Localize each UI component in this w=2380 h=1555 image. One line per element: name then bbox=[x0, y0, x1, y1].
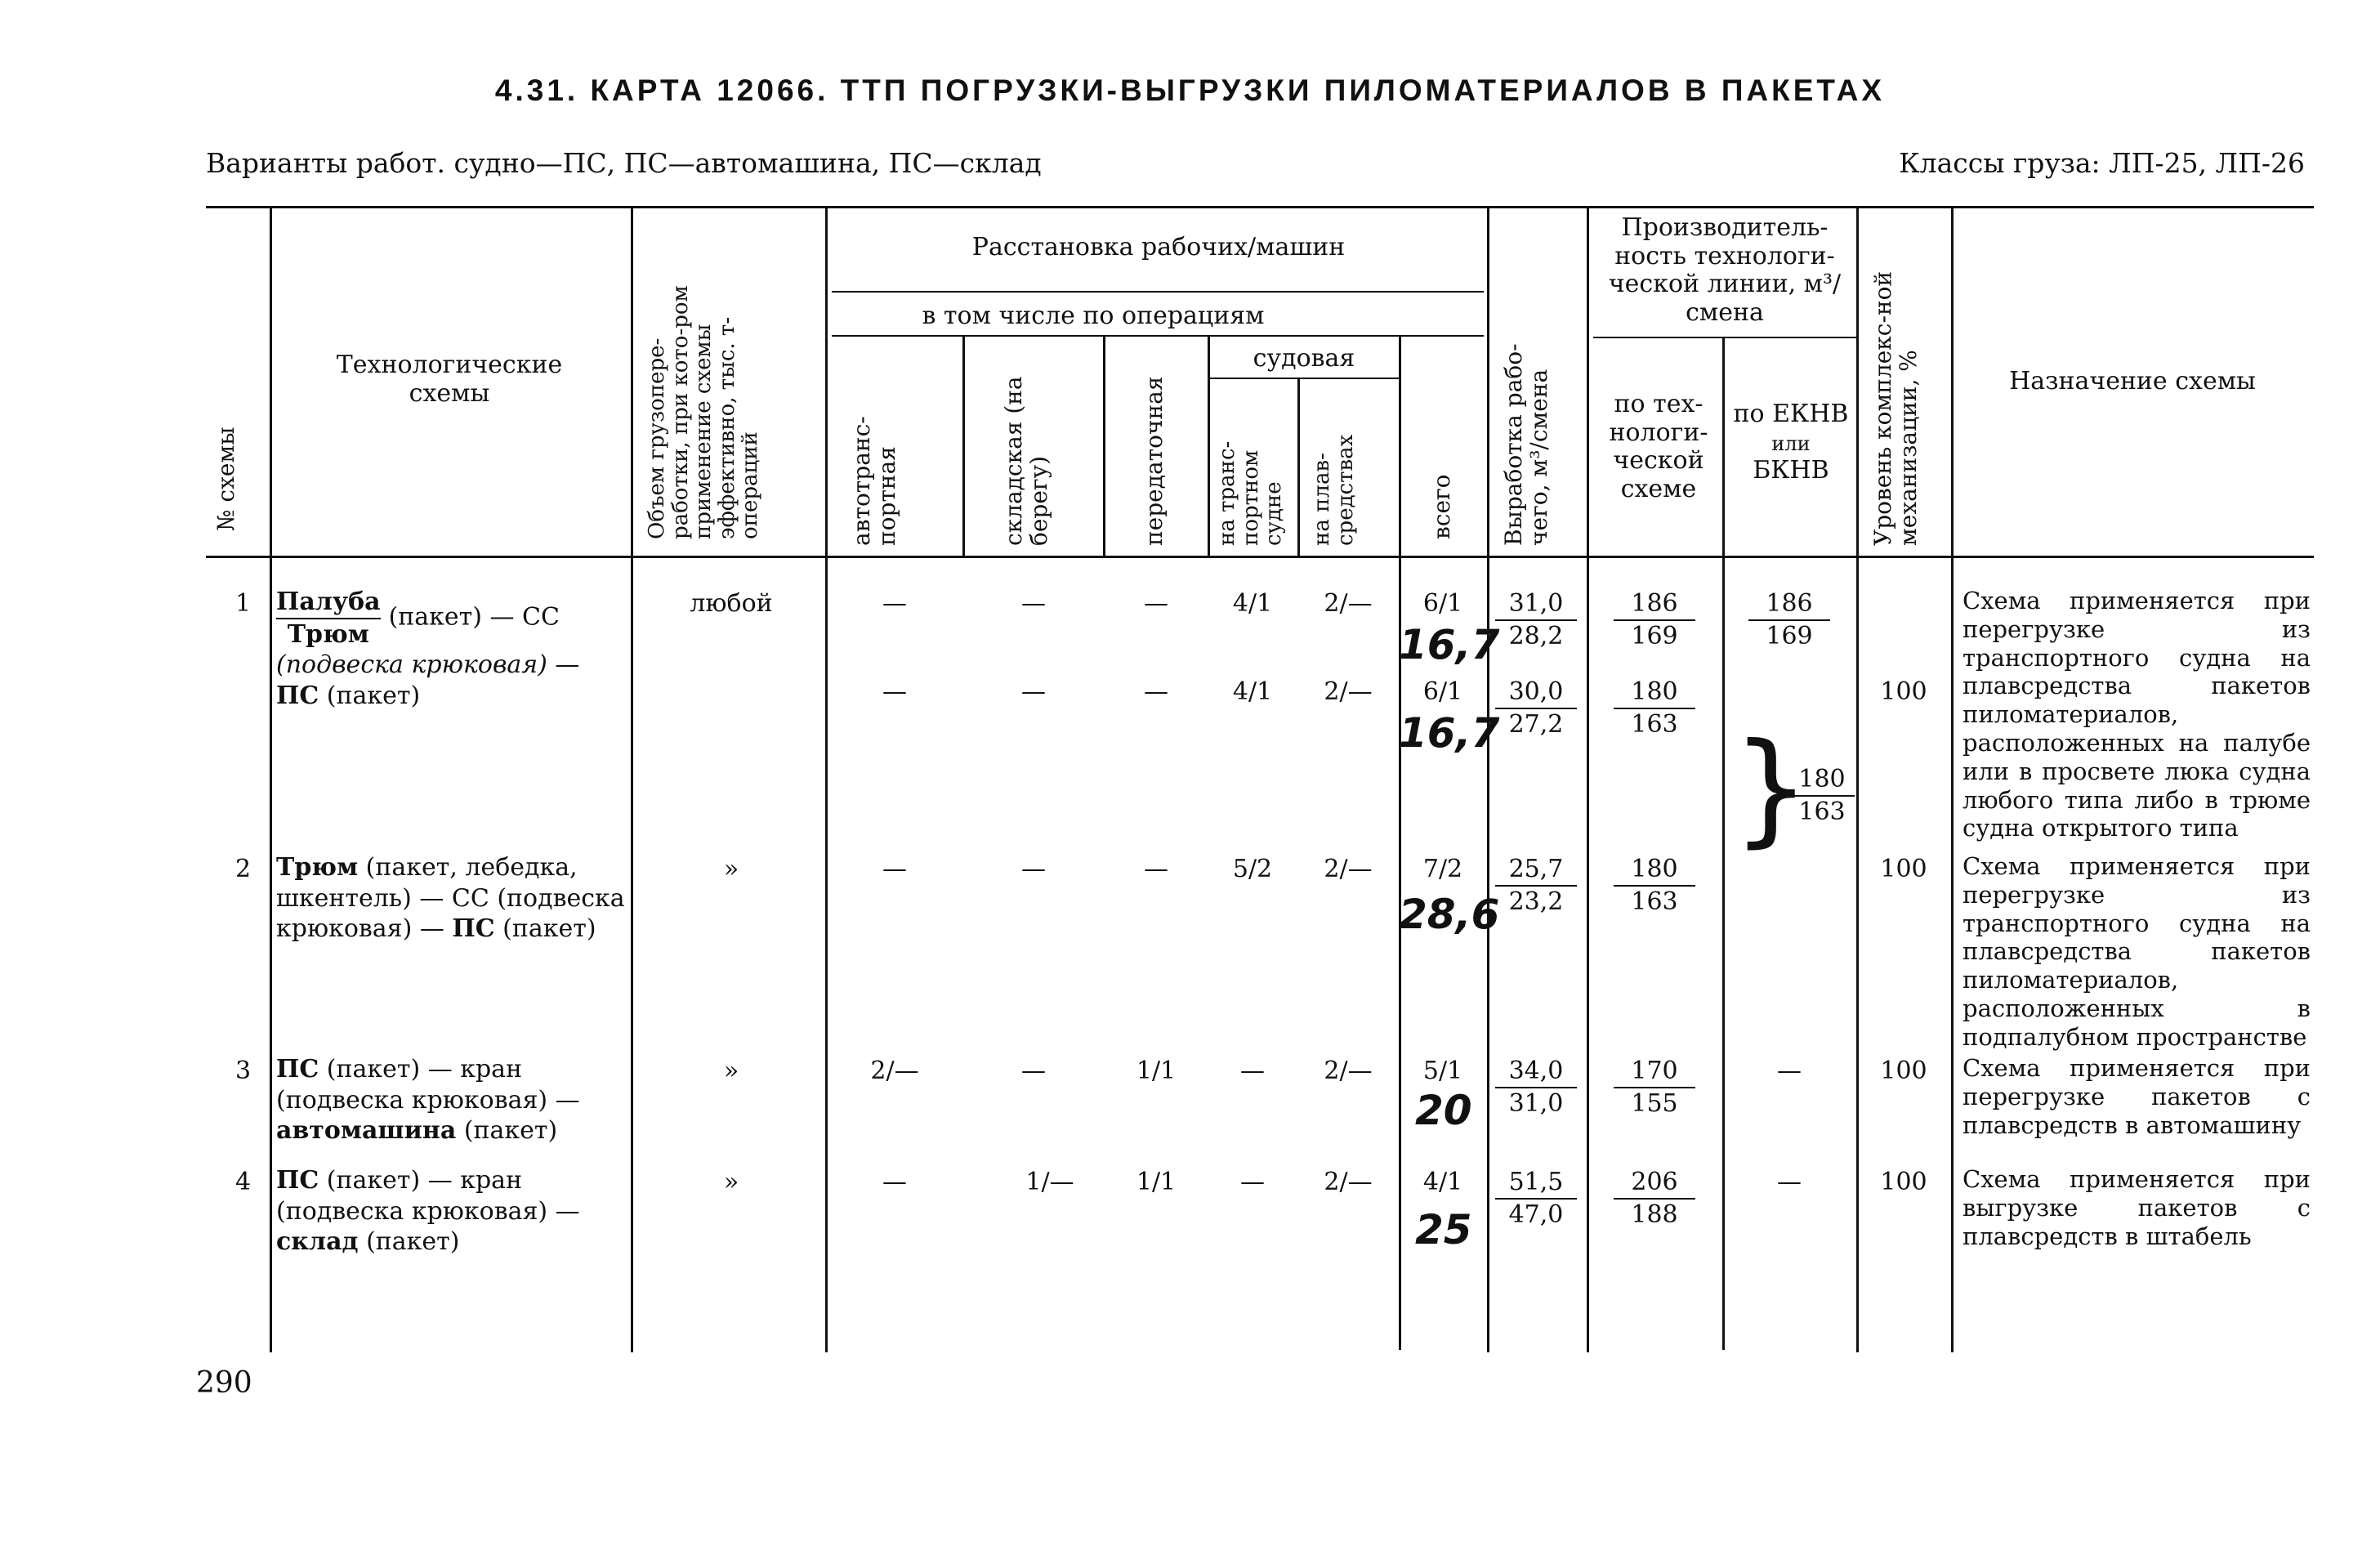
row1a-prod-scheme: $\frac{186}{169}$ bbox=[1614, 588, 1695, 651]
row4-prod-scheme: $\frac{206}{188}$ bbox=[1614, 1167, 1695, 1230]
row1b-total: 6/1 bbox=[1422, 677, 1463, 706]
header-volume: Объем грузопере-работки, при кото-ром применение схемы эффективно, тыс. т-операций bbox=[645, 285, 763, 539]
row3-num: 3 bbox=[235, 1057, 252, 1085]
row4-handwritten: 25 bbox=[1415, 1206, 1472, 1253]
header-bottom-rule bbox=[206, 556, 2314, 558]
table-top-rule bbox=[206, 206, 2314, 208]
header-ship-transport: на транс-портном судне bbox=[1215, 440, 1287, 546]
row3-output: $\frac{34,0}{31,0}$ bbox=[1495, 1056, 1577, 1119]
cargo-classes: Классы груза: ЛП-25, ЛП-26 bbox=[1899, 147, 2305, 179]
header-purpose: Назначение схемы bbox=[2009, 367, 2256, 395]
row1-mech: 100 bbox=[1880, 677, 1927, 706]
page-number: 290 bbox=[196, 1366, 252, 1400]
col-sep bbox=[1399, 337, 1401, 1350]
col-sep bbox=[1587, 208, 1589, 1352]
row2-purpose: Схема применяется при перегрузке из транспортного судна на плавсредства пакетов пиломатериалов, расположенных в подпалубном пространстве bbox=[1962, 852, 2311, 1051]
row3-ship-t: — bbox=[1240, 1057, 1265, 1085]
row1b-handwritten: 16,7 bbox=[1399, 709, 1500, 757]
row2-mech: 100 bbox=[1880, 855, 1927, 883]
row2-transfer: — bbox=[1144, 855, 1168, 883]
row1b-auto: — bbox=[882, 677, 907, 706]
row4-ship-t: — bbox=[1240, 1168, 1265, 1196]
header-warehouse: складская (на берегу) bbox=[1000, 376, 1052, 546]
row1a-prod-ekhv: $\frac{186}{169}$ bbox=[1748, 588, 1830, 651]
row1b-prod-scheme: $\frac{180}{163}$ bbox=[1614, 677, 1695, 740]
row2-volume: » bbox=[723, 855, 739, 883]
placement-rule bbox=[832, 291, 1484, 293]
row1-scheme: Палуба Трюм (пакет) — СС (подвеска крюковая) — ПС (пакет) bbox=[276, 588, 580, 710]
row4-auto: — bbox=[882, 1168, 907, 1196]
row1a-auto: — bbox=[882, 589, 907, 618]
row3-total: 5/1 bbox=[1422, 1057, 1463, 1085]
header-by-scheme: по тех-нологи-ческой схеме bbox=[1609, 390, 1708, 503]
page-title: 4.31. КАРТА 12066. ТТП ПОГРУЗКИ-ВЫГРУЗКИ ПИЛОМАТЕРИАЛОВ В ПАКЕТАХ bbox=[494, 74, 1886, 107]
row4-mech: 100 bbox=[1880, 1168, 1927, 1196]
row1a-ship-t: 4/1 bbox=[1232, 589, 1273, 618]
row2-prod-ekhv: $\frac{180}{163}$ bbox=[1789, 764, 1855, 827]
row1a-handwritten: 16,7 bbox=[1399, 621, 1500, 668]
row1b-ship-f: 2/— bbox=[1324, 677, 1373, 706]
row3-transfer: 1/1 bbox=[1136, 1057, 1177, 1085]
row4-total: 4/1 bbox=[1422, 1168, 1463, 1196]
ship-rule bbox=[1208, 378, 1400, 379]
header-by-ekhv: по ЕКНВ или БКНВ bbox=[1733, 400, 1849, 485]
header-output: Выработка рабо-чего, м³/смена bbox=[1500, 343, 1552, 546]
row1b-ship-t: 4/1 bbox=[1232, 677, 1273, 706]
col-sep bbox=[962, 337, 965, 557]
header-auto: автотранс-портная bbox=[848, 416, 900, 546]
col-sep bbox=[1722, 337, 1725, 1350]
row2-handwritten: 28,6 bbox=[1399, 891, 1500, 938]
row3-auto: 2/— bbox=[870, 1057, 919, 1085]
work-variants: Варианты работ. судно—ПС, ПС—автомашина, ПС—склад bbox=[206, 147, 1042, 179]
row2-auto: — bbox=[882, 855, 907, 883]
row2-num: 2 bbox=[235, 855, 252, 883]
row3-handwritten: 20 bbox=[1415, 1087, 1472, 1134]
row4-scheme: ПС (пакет) — кран (подвеска крюковая) — склад (пакет) bbox=[276, 1166, 580, 1256]
row1b-transfer: — bbox=[1144, 677, 1168, 706]
row2-scheme: Трюм (пакет, лебедка, шкентель) — СС (подвеска крюковая) — ПС (пакет) bbox=[276, 853, 625, 943]
row3-prod-ekhv: — bbox=[1777, 1057, 1802, 1085]
col-sep bbox=[825, 208, 828, 1352]
row1a-transfer: — bbox=[1144, 589, 1168, 618]
row3-mech: 100 bbox=[1880, 1057, 1927, 1085]
col-sep bbox=[1103, 337, 1105, 557]
row1b-warehouse: — bbox=[1021, 677, 1046, 706]
row4-purpose: Схема применяется при выгрузке пакетов с плавсредств в штабель bbox=[1962, 1165, 2311, 1250]
row1a-warehouse: — bbox=[1021, 589, 1046, 618]
row2-total: 7/2 bbox=[1422, 855, 1463, 883]
row2-prod-scheme: $\frac{180}{163}$ bbox=[1614, 854, 1695, 917]
col-sep bbox=[1856, 208, 1859, 1352]
row3-purpose: Схема применяется при перегрузке пакетов с плавсредств в автомашину bbox=[1962, 1054, 2311, 1139]
row2-output: $\frac{25,7}{23,2}$ bbox=[1495, 854, 1577, 917]
row1b-output: $\frac{30,0}{27,2}$ bbox=[1495, 677, 1577, 740]
row2-ship-t: 5/2 bbox=[1232, 855, 1273, 883]
header-placement: Расстановка рабочих/машин bbox=[971, 233, 1346, 261]
col-sep bbox=[1487, 208, 1489, 1352]
row4-num: 4 bbox=[235, 1168, 252, 1196]
row3-scheme: ПС (пакет) — кран (подвеска крюковая) — автомашина (пакет) bbox=[276, 1055, 580, 1145]
row1a-output: $\frac{31,0}{28,2}$ bbox=[1495, 588, 1577, 651]
row1a-total: 6/1 bbox=[1422, 589, 1463, 618]
row4-volume: » bbox=[723, 1168, 739, 1196]
header-total: всего bbox=[1428, 474, 1455, 539]
row1-num: 1 bbox=[235, 589, 252, 618]
row3-ship-f: 2/— bbox=[1324, 1057, 1373, 1085]
header-productivity: Производитель-ность технологи-ческой линии, м³/смена bbox=[1608, 213, 1842, 327]
row3-warehouse: — bbox=[1021, 1057, 1046, 1085]
row4-output: $\frac{51,5}{47,0}$ bbox=[1495, 1167, 1577, 1230]
header-ship: судовая bbox=[1253, 344, 1355, 373]
header-ship-float: на плав-средствах bbox=[1310, 434, 1358, 546]
row2-ship-f: 2/— bbox=[1324, 855, 1373, 883]
row3-volume: » bbox=[723, 1057, 739, 1085]
row1-volume: любой bbox=[690, 589, 773, 618]
row4-prod-ekhv: — bbox=[1777, 1168, 1802, 1196]
row1-purpose: Схема применяется при перегрузке из транспортного судна на плавсредства пакетов пиломатериалов, расположенных на палубе или в просвете люка судна любого типа либо в трюме судна открытого типа bbox=[1962, 587, 2311, 842]
header-num: № схемы bbox=[212, 427, 239, 531]
row4-warehouse: 1/— bbox=[1025, 1168, 1074, 1196]
brace: } bbox=[1732, 717, 1811, 860]
header-schemes: Технологические схемы bbox=[336, 351, 563, 408]
row2-warehouse: — bbox=[1021, 855, 1046, 883]
header-by-ops: в том числе по операциям bbox=[922, 302, 1265, 330]
ops-rule bbox=[832, 335, 1484, 337]
row4-transfer: 1/1 bbox=[1136, 1168, 1177, 1196]
row3-prod-scheme: $\frac{170}{155}$ bbox=[1614, 1056, 1695, 1119]
header-mechanization: Уровень комплекс-ной механизации, % bbox=[1869, 270, 1922, 546]
row1a-ship-f: 2/— bbox=[1324, 589, 1373, 618]
productivity-rule bbox=[1593, 337, 1856, 338]
row4-ship-f: 2/— bbox=[1324, 1168, 1373, 1196]
col-sep bbox=[1297, 378, 1300, 557]
header-transfer: передаточная bbox=[1141, 376, 1168, 546]
col-sep bbox=[270, 208, 272, 1352]
